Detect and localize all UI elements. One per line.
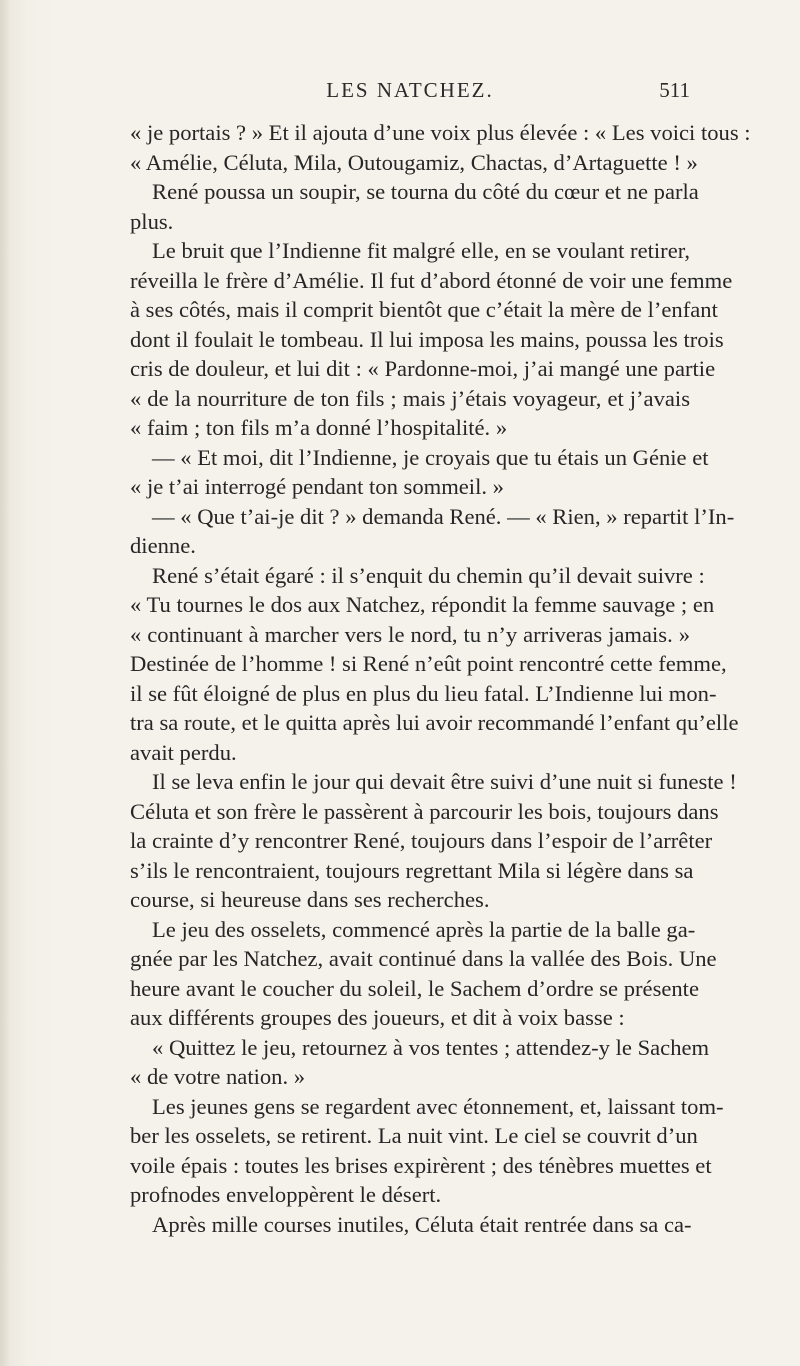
text-line: « de votre nation. » — [130, 1064, 306, 1089]
text-line: René s’était égaré : il s’enquit du chemin qu’il devait suivre : — [152, 562, 705, 588]
text-line: profnodes enveloppèrent le désert. — [130, 1182, 442, 1207]
text-line: dont il foulait le tombeau. Il lui imposa les mains, poussa les trois — [130, 326, 724, 352]
text-line: cris de douleur, et lui dit : « Pardonne-moi, j’ai mangé une partie — [130, 356, 716, 381]
text-line: voile épais : toutes les brises expirèrent ; des ténèbres muettes et — [130, 1152, 712, 1178]
text-line: aux différents groupes des joueurs, et dit à voix basse : — [130, 1005, 625, 1030]
text-line: « Tu tournes le dos aux Natchez, répondit la femme sauvage ; en — [130, 592, 715, 617]
text-line: Céluta et son frère le passèrent à parcourir les bois, toujours dans — [130, 798, 719, 824]
text-line: avait perdu. — [130, 739, 237, 765]
text-line: course, si heureuse dans ses recherches. — [130, 887, 490, 912]
text-line: heure avant le coucher du soleil, le Sachem d’ordre se présente — [130, 975, 699, 1001]
text-line: Le jeu des osselets, commencé après la partie de la balle ga- — [152, 916, 696, 942]
text-line: « Quittez le jeu, retournez à vos tentes ; attendez-y le Sachem — [152, 1034, 710, 1060]
text-line: s’ils le rencontraient, toujours regrettant Mila si légère dans sa — [130, 857, 694, 883]
text-line: Après mille courses inutiles, Céluta était rentrée dans sa ca- — [152, 1211, 692, 1237]
text-line: plus. — [130, 208, 174, 234]
text-line: — « Et moi, dit l’Indienne, je croyais que tu étais un Génie et — [152, 444, 709, 470]
text-line: il se fût éloigné de plus en plus du lieu fatal. L’Indienne lui mon- — [130, 680, 717, 706]
text-line: ber les osselets, se retirent. La nuit vint. Le ciel se couvrit d’un — [130, 1123, 698, 1148]
text-line: dienne. — [130, 533, 196, 558]
text-line: réveilla le frère d’Amélie. Il fut d’abord étonné de voir une femme — [130, 267, 733, 293]
text-line: à ses côtés, mais il comprit bientôt que c’était la mère de l’enfant — [130, 297, 718, 322]
text-line: « faim ; ton fils m’a donné l’hospitalité. » — [130, 415, 508, 440]
text-line: « Amélie, Céluta, Mila, Outougamiz, Chactas, d’Artaguette ! » — [130, 149, 698, 175]
page-number: 511 — [659, 78, 690, 102]
text-line: — « Que t’ai-je dit ? » demanda René. — « Rien, » repartit l’In- — [152, 503, 735, 529]
text-line: la crainte d’y rencontrer René, toujours dans l’espoir de l’arrêter — [130, 828, 713, 853]
text-line: tra sa route, et le quitta après lui avoir recommandé l’enfant qu’elle — [130, 710, 739, 735]
text-line: Destinée de l’homme ! si René n’eût point rencontré cette femme, — [130, 651, 727, 676]
running-title: LES NATCHEZ. — [326, 78, 494, 102]
page-edge-shadow — [0, 0, 10, 1366]
text-line: Les jeunes gens se regardent avec étonnement, et, laissant tom- — [152, 1093, 724, 1119]
text-line: Il se leva enfin le jour qui devait être suivi d’une nuit si funeste ! — [152, 769, 737, 794]
text-line: René poussa un soupir, se tourna du côté du cœur et ne parla — [152, 179, 699, 204]
text-line: « de la nourriture de ton fils ; mais j’étais voyageur, et j’avais — [130, 385, 690, 411]
running-head — [130, 78, 690, 108]
text-line: « je t’ai interrogé pendant ton sommeil. » — [130, 474, 504, 499]
text-line: Le bruit que l’Indienne fit malgré elle, en se voulant retirer, — [152, 238, 690, 263]
text-line: « je portais ? » Et il ajouta d’une voix plus élevée : « Les voici tous : — [130, 120, 751, 145]
body-text — [130, 118, 751, 1239]
text-line: « continuant à marcher vers le nord, tu n’y arriveras jamais. » — [130, 621, 690, 647]
text-line: gnée par les Natchez, avait continué dans la vallée des Bois. Une — [130, 946, 717, 971]
